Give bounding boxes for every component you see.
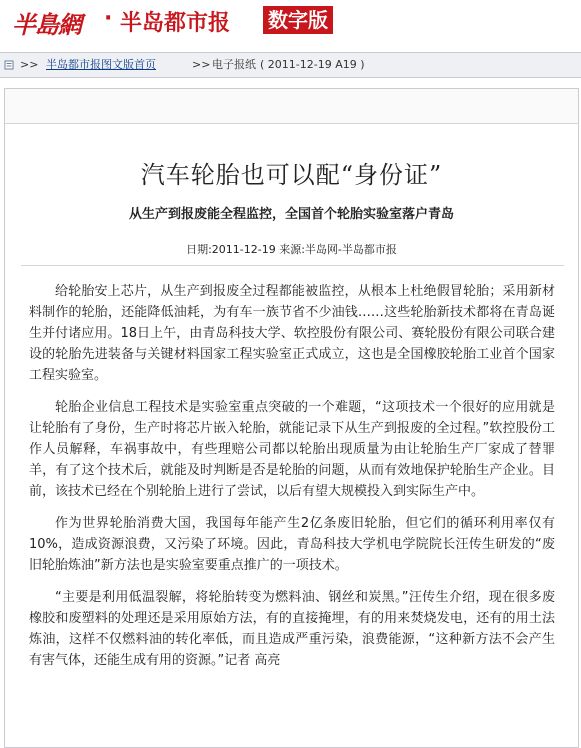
page-icon bbox=[4, 60, 14, 70]
paragraph: 轮胎企业信息工程技术是实验室重点突破的一个难题，“这项技术一个很好的应用就是让轮胎有了身份，生产时将芯片嵌入轮胎，就能记录下从生产到报废的全过程。”软控股份工作人员解释，车祸事故中，有些理赔公司都以轮胎出现质量为由让轮胎生产厂家成了替罪羊，有了这个技术后，就能及时判断是否是轮胎的问题，从而有效地保护轮胎生产企业。目前，该技术已经在个别轮胎上进行了尝试，以后有望大规模投入到实际生产中。 bbox=[29, 400, 555, 499]
newspaper-name[interactable]: 半岛都市报 bbox=[120, 11, 231, 36]
paragraph: “主要是利用低温裂解，将轮胎转变为燃料油、钢丝和炭黑。”汪传生介绍，现在很多废橡胶和废塑料的处理还是采用原始方法，有的直接掩埋，有的用来焚烧发电，还有的用土法炼油，这样不仅燃料油的转化率低，而且造成严重污染，浪费能源，“这种新方法不会产生有害气体，还能生成有用的资源。”记者 高亮 bbox=[29, 590, 555, 668]
paragraph: 作为世界轮胎消费大国，我国每年能产生2亿条废旧轮胎，但它们的循环利用率仅有10%，造成资源浪费，又污染了环境。因此，青岛科技大学机电学院院长汪传生研发的“废旧轮胎炼油”新方法也是实验室要重点推广的一项技术。 bbox=[29, 516, 555, 573]
breadcrumb-arrows: >> bbox=[20, 58, 39, 71]
article-subtitle: 从生产到报废能全程监控，全国首个轮胎实验室落户青岛 bbox=[128, 207, 454, 222]
breadcrumb-date-page: ( 2011-12-19 A19 ) bbox=[260, 58, 365, 71]
logo-separator: · bbox=[104, 6, 113, 31]
breadcrumb bbox=[0, 52, 581, 78]
article-meta: 日期:2011-12-19 来源:半岛网-半岛都市报 bbox=[186, 243, 397, 256]
breadcrumb-separator: >> bbox=[192, 58, 211, 71]
site-header bbox=[0, 0, 581, 48]
site-logo[interactable]: 半島網 bbox=[12, 10, 81, 39]
article-box bbox=[4, 88, 579, 748]
breadcrumb-home-link[interactable]: 半岛都市报图文版首页 bbox=[46, 58, 156, 71]
breadcrumb-section: 电子报纸 bbox=[212, 58, 256, 71]
article-body bbox=[29, 281, 555, 682]
article-title: 汽车轮胎也可以配“身份证” bbox=[140, 161, 443, 189]
article-topbar bbox=[5, 89, 578, 124]
paragraph: 给轮胎安上芯片，从生产到报废全过程都能被监控，从根本上杜绝假冒轮胎；采用新材料制作的轮胎，还能降低油耗，为有车一族节省不少油钱……这些轮胎新技术都将在青岛诞生并付诸应用。18日上午，由青岛科技大学、软控股份有限公司、赛轮股份有限公司联合建设的轮胎先进装备与关键材料国家工程实验室正式成立，这也是全国橡胶轮胎工业首个国家工程实验室。 bbox=[29, 284, 555, 383]
divider bbox=[21, 265, 564, 266]
digital-edition-badge: 数字版 bbox=[263, 6, 333, 34]
